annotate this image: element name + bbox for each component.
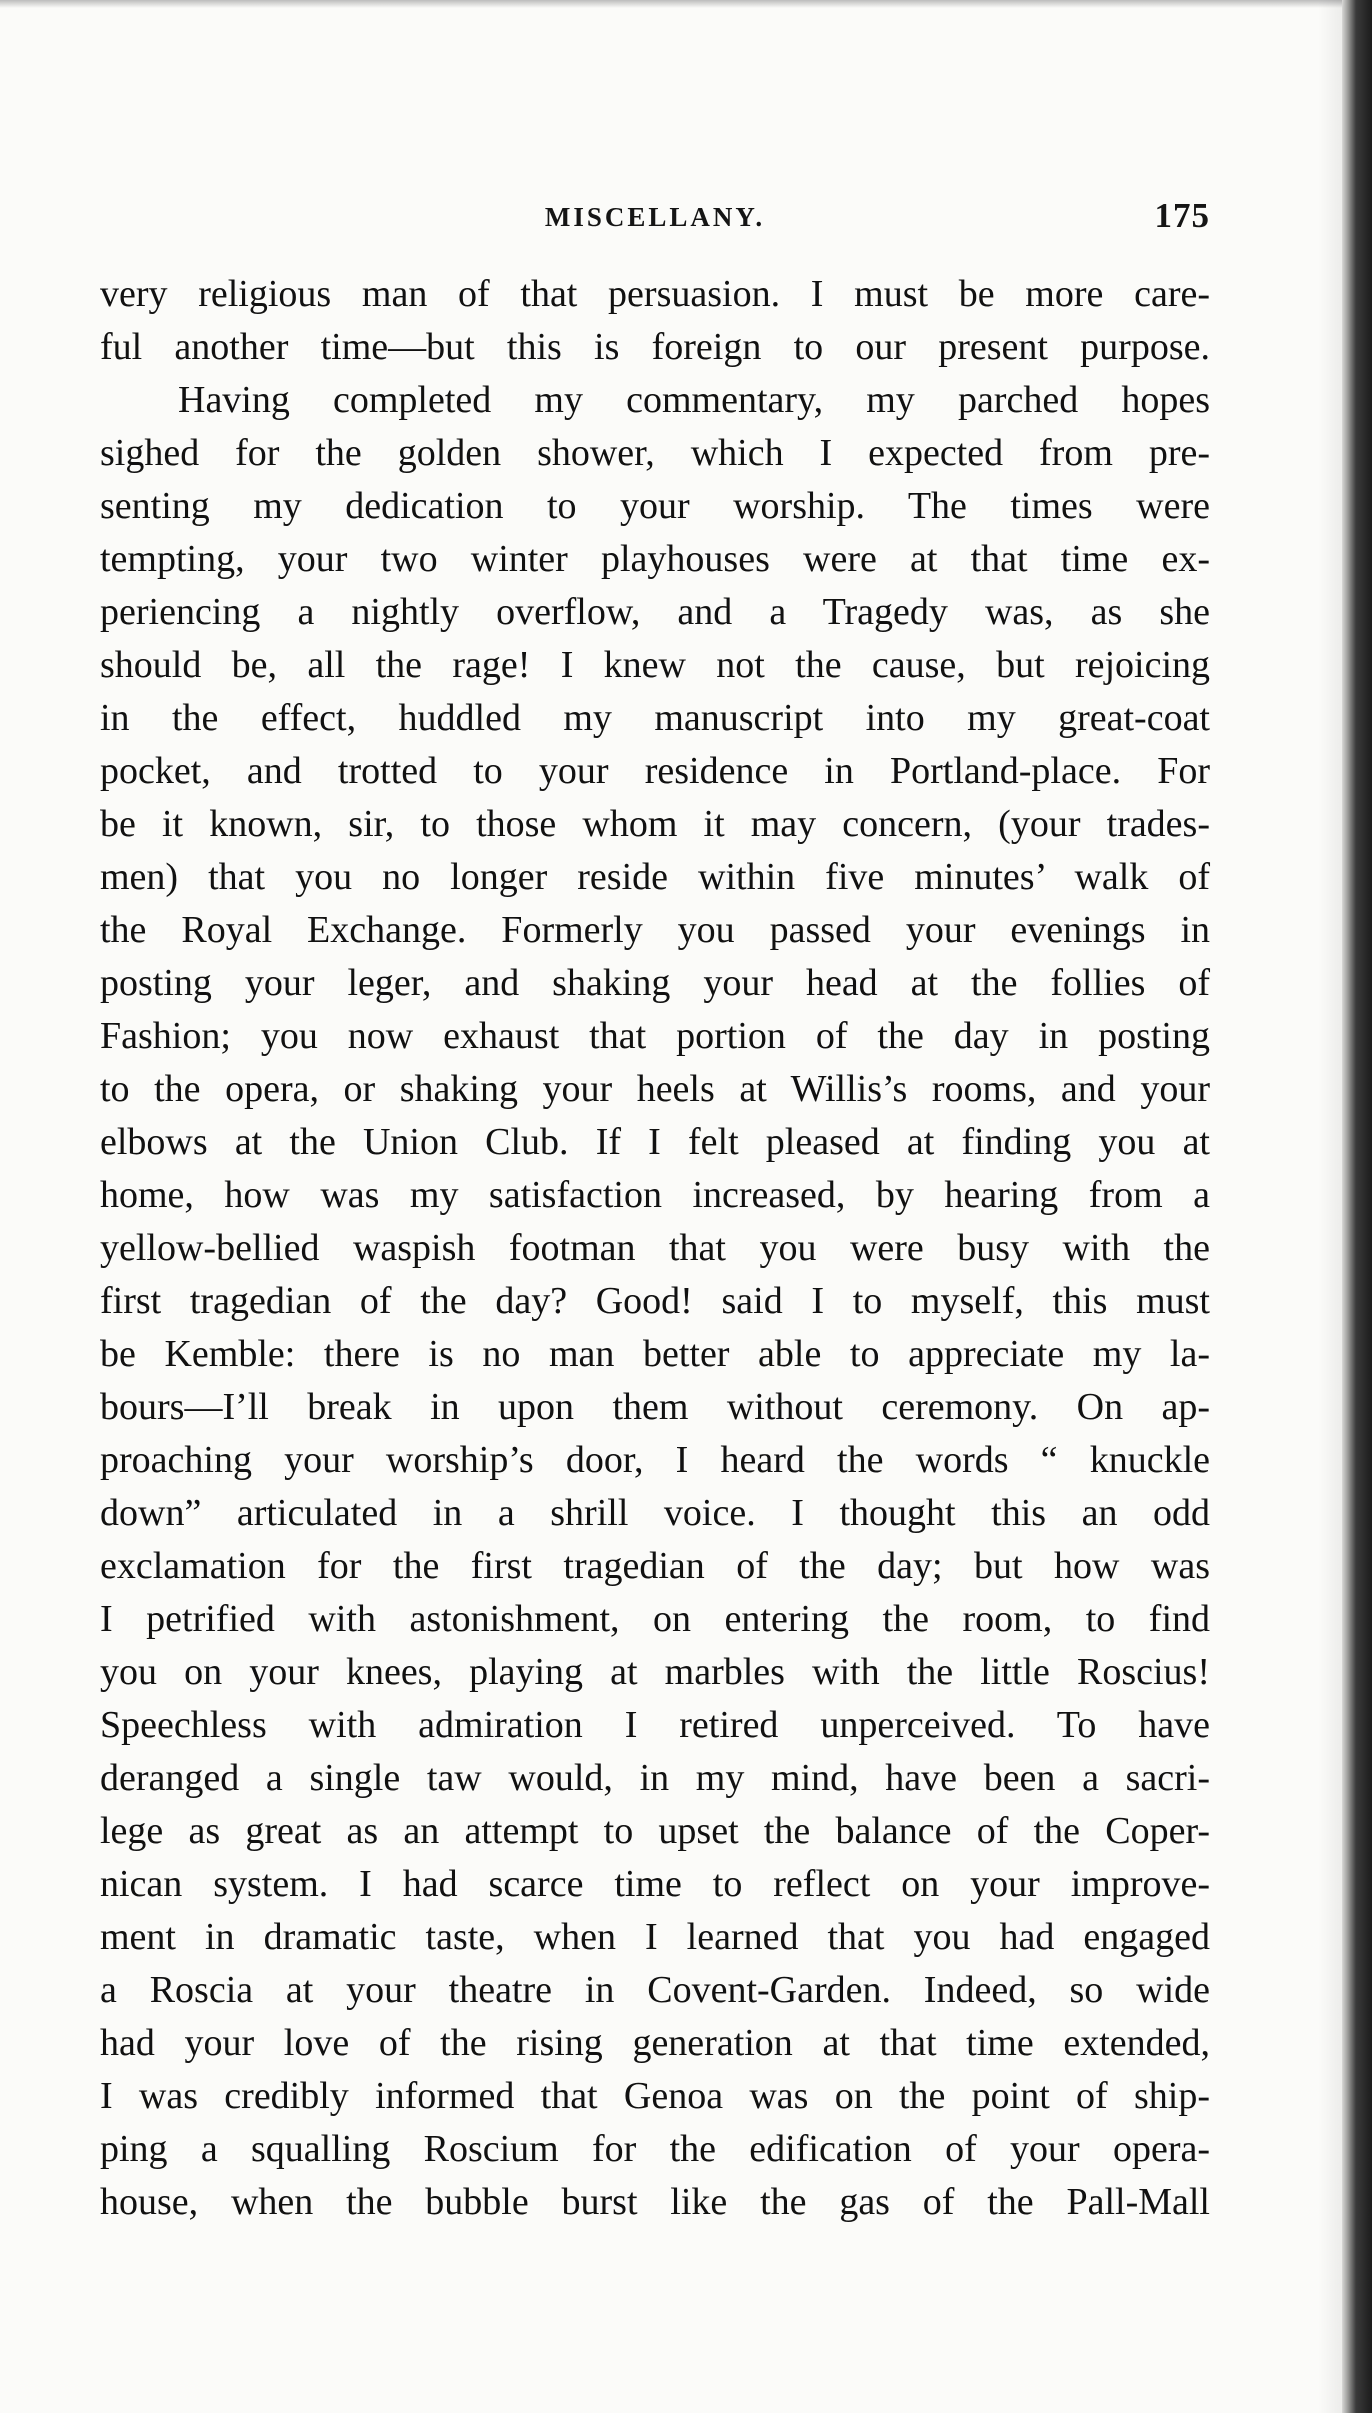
text-line: ment in dramatic taste, when I learned that you had engaged xyxy=(100,1916,1210,1958)
text-line: down” articulated in a shrill voice. I thought this an odd xyxy=(100,1492,1210,1534)
scan-right-edge xyxy=(1342,0,1372,2413)
text-line: nican system. I had scarce time to reflect on your improve- xyxy=(100,1863,1210,1905)
text-line: you on your knees, playing at marbles with the little Roscius! xyxy=(100,1651,1210,1693)
text-line: pocket, and trotted to your residence in Portland-place. For xyxy=(100,750,1210,792)
text-line: I petrified with astonishment, on entering the room, to find xyxy=(100,1598,1210,1640)
text-line: ful another time—but this is foreign to our present purpose. xyxy=(100,326,1210,368)
text-line: yellow-bellied waspish footman that you were busy with the xyxy=(100,1227,1210,1269)
text-line: first tragedian of the day? Good! said I to myself, this must xyxy=(100,1280,1210,1322)
paragraph-first-line: Having completed my commentary, my parched hopes xyxy=(178,379,1210,421)
text-line: in the effect, huddled my manuscript into my great-coat xyxy=(100,697,1210,739)
text-line: be it known, sir, to those whom it may concern, (your trades- xyxy=(100,803,1210,845)
text-line: bours—I’ll break in upon them without ceremony. On ap- xyxy=(100,1386,1210,1428)
text-line: house, when the bubble burst like the gas of the Pall-Mall xyxy=(100,2181,1210,2223)
page-number: 175 xyxy=(1154,196,1210,235)
text-line: lege as great as an attempt to upset the balance of the Coper- xyxy=(100,1810,1210,1852)
text-line: tempting, your two winter playhouses were at that time ex- xyxy=(100,538,1210,580)
text-line: Fashion; you now exhaust that portion of the day in posting xyxy=(100,1015,1210,1057)
page-gutter-shadow xyxy=(1318,0,1342,2413)
running-title: MISCELLANY. xyxy=(544,202,766,232)
text-line: periencing a nightly overflow, and a Tragedy was, as she xyxy=(100,591,1210,633)
text-line: posting your leger, and shaking your head at the follies of xyxy=(100,962,1210,1004)
text-line: to the opera, or shaking your heels at Willis’s rooms, and your xyxy=(100,1068,1210,1110)
text-line: should be, all the rage! I knew not the cause, but rejoicing xyxy=(100,644,1210,686)
text-line: senting my dedication to your worship. The times were xyxy=(100,485,1210,527)
text-line: ping a squalling Roscium for the edification of your opera- xyxy=(100,2128,1210,2170)
body-text xyxy=(100,268,1210,2229)
text-line: sighed for the golden shower, which I expected from pre- xyxy=(100,432,1210,474)
text-line: men) that you no longer reside within five minutes’ walk of xyxy=(100,856,1210,898)
text-line: elbows at the Union Club. If I felt pleased at finding you at xyxy=(100,1121,1210,1163)
running-head xyxy=(100,196,1210,246)
text-line: be Kemble: there is no man better able to appreciate my la- xyxy=(100,1333,1210,1375)
text-line: I was credibly informed that Genoa was on the point of ship- xyxy=(100,2075,1210,2117)
text-line: had your love of the rising generation at that time extended, xyxy=(100,2022,1210,2064)
text-line: Speechless with admiration I retired unperceived. To have xyxy=(100,1704,1210,1746)
text-line: the Royal Exchange. Formerly you passed your evenings in xyxy=(100,909,1210,951)
text-line: home, how was my satisfaction increased, by hearing from a xyxy=(100,1174,1210,1216)
text-line: proaching your worship’s door, I heard the words “ knuckle xyxy=(100,1439,1210,1481)
text-line: a Roscia at your theatre in Covent-Garden. Indeed, so wide xyxy=(100,1969,1210,2011)
text-line: exclamation for the first tragedian of the day; but how was xyxy=(100,1545,1210,1587)
text-line: deranged a single taw would, in my mind, have been a sacri- xyxy=(100,1757,1210,1799)
scan-top-edge xyxy=(0,0,1372,8)
text-line: very religious man of that persuasion. I must be more care- xyxy=(100,273,1210,315)
